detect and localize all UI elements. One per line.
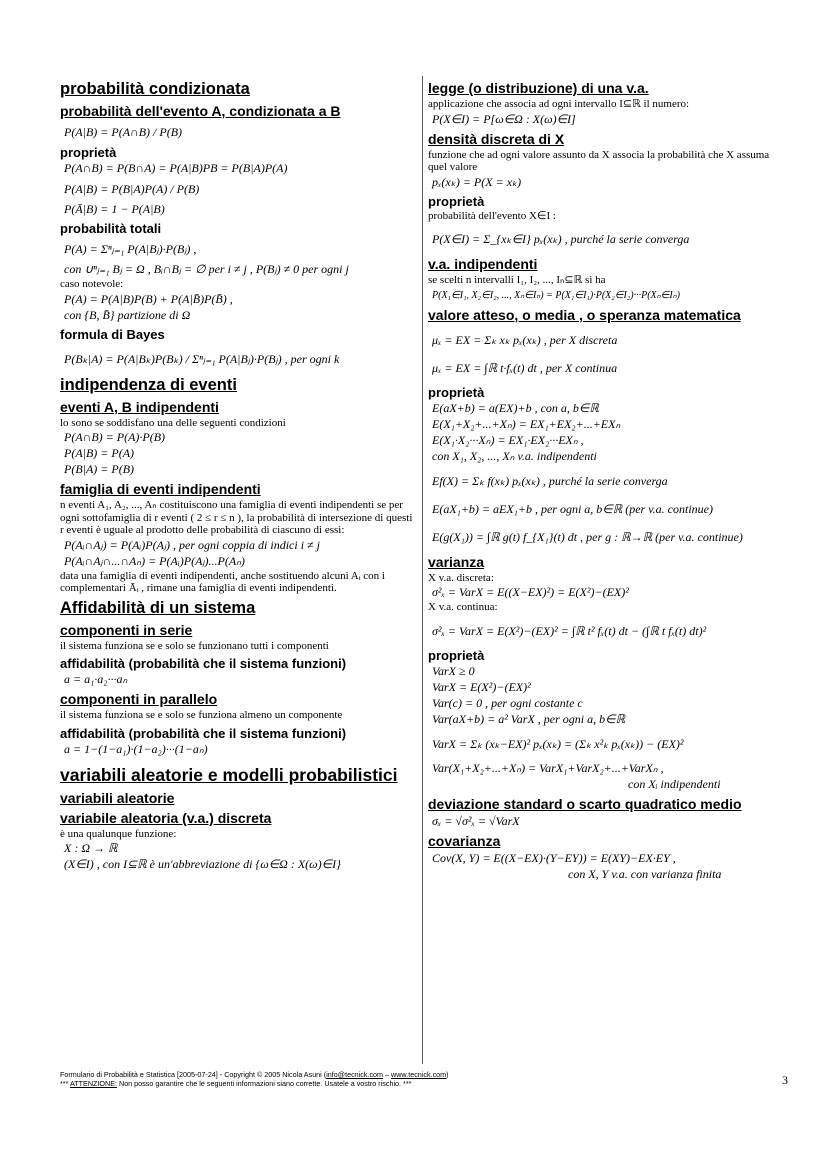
body-text: X v.a. discreta: xyxy=(428,571,494,584)
formula: P(Aᵢ∩Aⱼ∩...∩Aₙ) = P(Aᵢ)P(Aⱼ)...P(Aₙ) xyxy=(64,553,245,568)
left-column xyxy=(60,76,416,873)
formula: VarX = Σₖ (xₖ−EX)² pₓ(xₖ) = (Σₖ x²ₖ pₓ(xₖ)) − (EX)² xyxy=(432,736,684,751)
footer-warning: *** ATTENZIONE: Non posso garantire che le seguenti informazioni siano corrette. Usatele a vostro rischio. *** xyxy=(60,1079,412,1088)
formula: P(Ā|B) = 1 − P(A|B) xyxy=(64,202,165,216)
formula: P(X∈I) = Σ_{xₖ∈I} pₓ(xₖ) , purché la serie converga xyxy=(432,232,690,246)
label-reliability: affidabilità (probabilità che il sistema funzioni) xyxy=(60,725,347,741)
formula: σₓ = √σ²ₓ = √VarX xyxy=(432,813,520,828)
section-title-variance: varianza xyxy=(428,553,485,570)
section-title-discrete-density: densità discreta di X xyxy=(428,130,565,147)
formula: P(A) = P(A|B)P(B) + P(A|B̄)P(B̄) , xyxy=(64,291,233,306)
subsection-conditional-ab: probabilità dell'evento A, condizionata a B xyxy=(60,103,341,119)
label-bayes: formula di Bayes xyxy=(60,326,165,342)
subsection-parallel: componenti in parallelo xyxy=(60,691,218,707)
label-properties: proprietà xyxy=(60,145,117,160)
column-divider xyxy=(422,76,423,1064)
note-text: caso notevole: xyxy=(60,278,124,290)
formula-conditional: P(A|B) = P(A∩B) / P(B) xyxy=(64,125,183,139)
section-title-std-dev: deviazione standard o scarto quadratico medio xyxy=(428,795,742,812)
formula: E(X₁·X₂···Xₙ) = EX₁·EX₂···EXₙ , xyxy=(432,432,584,447)
section-title-covariance: covarianza xyxy=(428,832,501,849)
footer-copyright: Formulario di Probabilità e Statistica [2005-07-24] - Copyright © 2005 Nicola Asuni (info@tecnick.com – www.tecnick.com) xyxy=(60,1070,449,1079)
formula: VarX = E(X²)−(EX)² xyxy=(432,679,531,694)
label-properties: proprietà xyxy=(428,384,485,400)
formula: E(aX+b) = a(EX)+b , con a, b∈ℝ xyxy=(432,400,599,415)
body-text: data una famiglia di eventi indipendenti, anche sostituendo alcuni Aᵢ con i complementari Āᵢ , rimane una famiglia di eventi indipendenti. xyxy=(60,569,385,594)
subsection-independent-events: eventi A, B indipendenti xyxy=(60,398,219,415)
formula: P(B|A) = P(B) xyxy=(64,462,135,476)
section-title-distribution: legge (o distribuzione) di una v.a. xyxy=(428,80,649,96)
formula: Var(X₁+X₂+...+Xₙ) = VarX₁+VarX₂+...+VarXₙ , xyxy=(432,760,664,775)
body-text: applicazione che associa ad ogni intervallo I⊆ℝ il numero: xyxy=(428,98,690,110)
formula: Var(c) = 0 , per ogni costante c xyxy=(432,695,583,710)
formula: σ²ₓ = VarX = E((X−EX)²) = E(X²)−(EX)² xyxy=(432,585,629,599)
formula: P(A|B) = P(A) xyxy=(64,446,135,460)
body-text: è una qualunque funzione: xyxy=(60,827,177,840)
formula: E(g(X₁)) = ∫ℝ g(t) f_{X₁}(t) dt , per g : ℝ→ℝ (per v.a. continue) xyxy=(432,529,743,544)
formula: μₓ = EX = ∫ℝ t·fₓ(t) dt , per X continua xyxy=(432,360,618,375)
formula: con X, Y v.a. con varianza finita xyxy=(568,866,722,881)
footer-email-link[interactable]: info@tecnick.com xyxy=(326,1070,384,1079)
formula: VarX ≥ 0 xyxy=(432,663,475,678)
section-title-independence: indipendenza di eventi xyxy=(60,375,237,394)
formula: con ∪ⁿⱼ₌₁ Bⱼ = Ω , Bᵢ∩Bⱼ = ∅ per i ≠ j , P(Bⱼ) ≠ 0 per ogni j xyxy=(64,262,349,276)
formula: P(X∈I) = P[ω∈Ω : X(ω)∈I] xyxy=(432,111,576,126)
formula: a = 1−(1−a₁)·(1−a₂)···(1−aₙ) xyxy=(64,741,208,756)
footer-site-link[interactable]: www.tecnick.com xyxy=(391,1070,447,1079)
formula: P(A) = Σⁿⱼ₌₁ P(A|Bⱼ)·P(Bⱼ) , xyxy=(64,242,197,256)
body-text: n eventi A₁, A₂, ..., Aₙ costituiscono una famiglia di eventi indipendenti se per ogni sottofamiglia di r eventi ( 2 ≤ r ≤ n ), la probabilità di intersezione di questi r eventi è uguale al prodotto delle probabilità di ciascuno di essi: xyxy=(60,499,413,536)
page-footer xyxy=(60,1070,449,1088)
formula: Ef(X) = Σₖ f(xₖ) pₓ(xₖ) , purché la serie converga xyxy=(432,473,668,488)
formula: pₓ(xₖ) = P(X = xₖ) xyxy=(432,174,522,189)
body-text: il sistema funziona se e solo se funzionano tutti i componenti xyxy=(60,639,329,652)
formula: con {B, B̄} partizione di Ω xyxy=(64,307,191,322)
formula: P(Aᵢ∩Aⱼ) = P(Aᵢ)P(Aⱼ) , per ogni coppia di indici i ≠ j xyxy=(64,537,320,552)
formula: (X∈I) , con I⊆ℝ è un'abbreviazione di {ω∈Ω : X(ω)∈I} xyxy=(64,857,341,871)
formula: E(X₁+X₂+...+Xₙ) = EX₁+EX₂+...+EXₙ xyxy=(432,416,621,431)
subsection-family-events: famiglia di eventi indipendenti xyxy=(60,481,261,497)
label-reliability: affidabilità (probabilità che il sistema funzioni) xyxy=(60,656,347,671)
subsection-series: componenti in serie xyxy=(60,621,193,638)
body-text: X v.a. continua: xyxy=(428,601,498,613)
formula: μₓ = EX = Σₖ xₖ pₓ(xₖ) , per X discreta xyxy=(432,332,618,347)
formula: σ²ₓ = VarX = E(X²)−(EX)² = ∫ℝ t² fₓ(t) dt − (∫ℝ t fₓ(t) dt)² xyxy=(432,623,707,638)
section-title-random-variables: variabili aleatorie e modelli probabilistici xyxy=(60,764,398,785)
section-title-reliability: Affidabilità di un sistema xyxy=(60,598,256,617)
body-text: se scelti n intervalli I₁, I₂, ..., Iₙ⊆ℝ si ha xyxy=(428,274,606,286)
formula: P(A|B) = P(B|A)P(A) / P(B) xyxy=(64,182,200,196)
label-properties: proprietà xyxy=(428,647,485,663)
formula: a = a₁·a₂···aₙ xyxy=(64,672,128,686)
body-text: funzione che ad ogni valore assunto da X associa la probabilità che X assuma quel valore xyxy=(428,148,770,173)
label-total-probability: probabilità totali xyxy=(60,221,162,236)
section-title-independent-rv: v.a. indipendenti xyxy=(428,256,538,272)
formula: P(A∩B) = P(A)·P(B) xyxy=(64,430,166,444)
section-title-conditional: probabilità condizionata xyxy=(60,80,250,98)
formula: con Xᵢ indipendenti xyxy=(628,776,721,791)
page-number: 3 xyxy=(782,1073,788,1087)
body-text: probabilità dell'evento X∈I : xyxy=(428,209,556,222)
section-title-expected-value: valore atteso, o media , o speranza matematica xyxy=(428,306,741,323)
body-text: lo sono se soddisfano una delle seguenti condizioni xyxy=(60,416,286,429)
right-column xyxy=(428,76,780,883)
formula: X : Ω → ℝ xyxy=(64,841,118,855)
body-text: il sistema funziona se e solo se funziona almeno un componente xyxy=(60,709,343,721)
formula: P(X₁∈I₁, X₂∈I₂, ..., Xₙ∈Iₙ) = P(X₁∈I₁)·P(X₂∈I₂)···P(Xₙ∈Iₙ) xyxy=(432,289,680,301)
footer-warning-label: ATTENZIONE: xyxy=(70,1079,117,1088)
formula: E(aX₁+b) = aEX₁+b , per ogni a, b∈ℝ (per v.a. continue) xyxy=(432,501,713,516)
label-properties: proprietà xyxy=(428,193,485,209)
formula: Cov(X, Y) = E((X−EX)·(Y−EY)) = E(XY)−EX·EY , xyxy=(432,850,676,865)
subsection-random-variables: variabili aleatorie xyxy=(60,789,175,806)
formula: P(A∩B) = P(B∩A) = P(A|B)PB = P(B|A)P(A) xyxy=(64,161,288,175)
formula: Var(aX+b) = a² VarX , per ogni a, b∈ℝ xyxy=(432,711,626,726)
formula: con X₁, X₂, ..., Xₙ v.a. indipendenti xyxy=(432,448,597,463)
subsection-discrete-rv: variabile aleatoria (v.a.) discreta xyxy=(60,809,272,826)
formula-bayes: P(Bₖ|A) = P(A|Bₖ)P(Bₖ) / Σⁿⱼ₌₁ P(A|Bⱼ)·P(Bⱼ) , per ogni k xyxy=(64,351,340,366)
